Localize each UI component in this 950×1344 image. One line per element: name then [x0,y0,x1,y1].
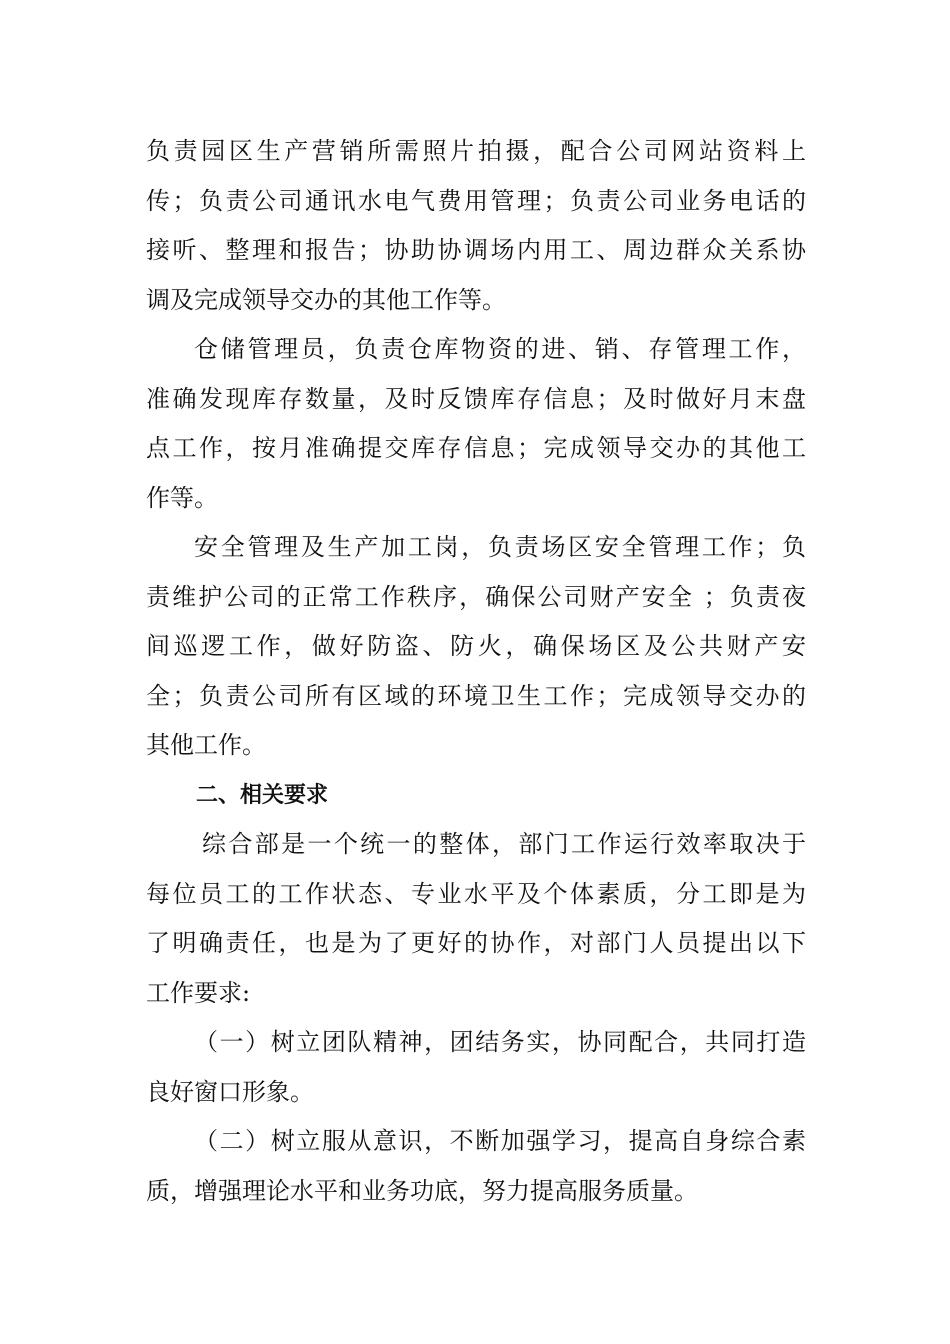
text-line: 调及完成领导交办的其他工作等。 [146,285,506,314]
paragraph-requirement-2 [146,1117,806,1216]
document-page [146,127,806,1216]
paragraph-duties-warehouse [146,325,806,523]
text-line: 安全管理及生产加工岗，负责场区安全管理工作；负 [194,533,806,561]
text-line: 综合部是一个统一的整体，部门工作运行效率取决于 [202,830,806,858]
paragraph-duties-security [146,523,806,771]
text-line: 间巡逻工作，做好防盗、防火，确保场区及公共财产安 [146,632,806,660]
text-line: 每位员工的工作状态、专业水平及个体素质，分工即是为 [146,879,806,908]
text-line: （一）树立团队精神，团结务实，协同配合，共同打造 [194,1028,806,1056]
text-line: 全；负责公司所有区域的环境卫生工作；完成领导交办的 [146,681,806,710]
text-line: 了明确责任，也是为了更好的协作，对部门人员提出以下 [146,929,806,957]
text-line: 责维护公司的正常工作秩序，确保公司财产安全 ；负责夜 [146,582,806,611]
paragraph-duties-office [146,127,806,325]
text-line: 工作要求: [146,978,251,1007]
text-line: 良好窗口形象。 [146,1077,314,1106]
text-line: （二）树立服从意识，不断加强学习，提高自身综合素 [194,1127,806,1155]
paragraph-requirements-intro [146,820,806,1018]
text-line: 仓储管理员，负责仓库物资的进、销、存管理工作， [194,335,806,363]
text-line: 负责园区生产营销所需照片拍摄，配合公司网站资料上 [146,137,806,165]
text-line: 作等。 [146,483,218,512]
text-line: 点工作，按月准确提交库存信息；完成领导交办的其他工 [146,434,806,462]
text-line: 准确发现库存数量，及时反馈库存信息；及时做好月末盘 [146,384,806,413]
paragraph-requirement-1 [146,1018,806,1117]
text-line: 质，增强理论水平和业务功底，努力提高服务质量。 [146,1176,698,1205]
section-heading: 二、相关要求 [196,782,329,808]
text-line: 其他工作。 [146,731,266,759]
text-line: 传；负责公司通讯水电气费用管理；负责公司业务电话的 [146,186,806,215]
text-line: 接听、整理和报告；协助协调场内用工、周边群众关系协 [146,236,806,264]
